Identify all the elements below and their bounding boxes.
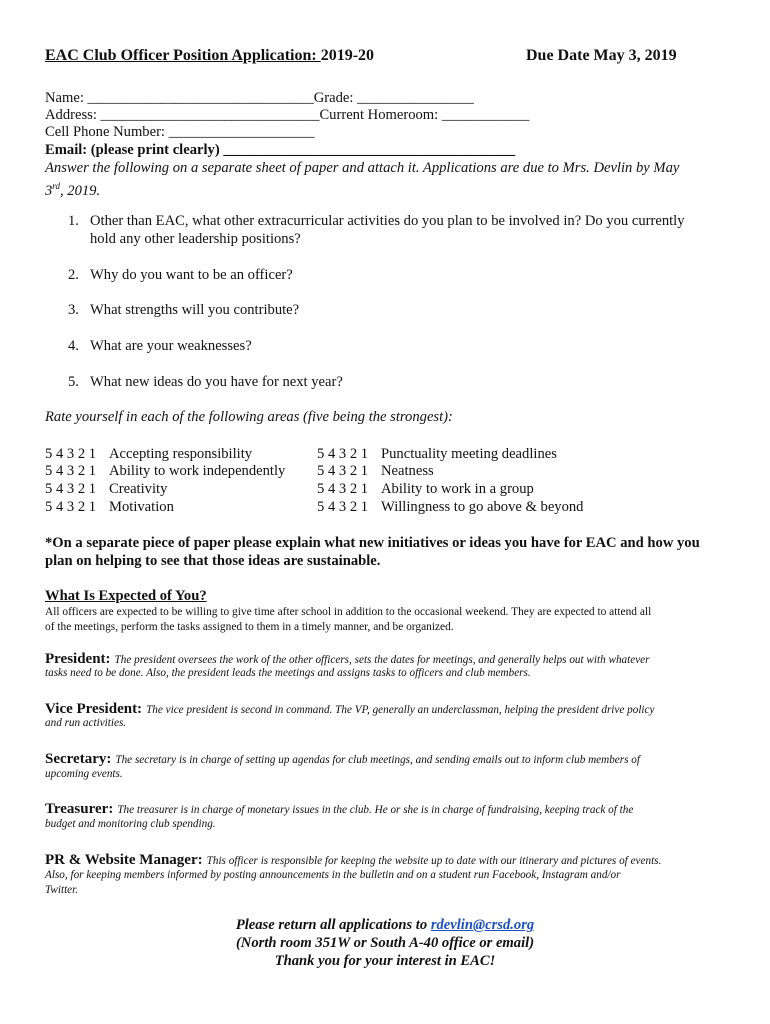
instruction-date	[45, 177, 100, 200]
rating-label: Creativity	[109, 481, 168, 497]
rating-scale[interactable]: 5 4 3 2 1	[317, 446, 369, 462]
question-1	[68, 212, 685, 230]
role-name: Treasurer:	[45, 801, 114, 817]
due-date: Due Date May 3, 2019	[526, 47, 677, 64]
question-5	[68, 373, 343, 391]
thank-you: Thank you for your interest in EAC!	[274, 953, 496, 969]
role-pr-website-manager-cont-2: Twitter.	[45, 884, 79, 896]
question-text: What new ideas do you have for next year?	[90, 374, 343, 390]
question-text: What are your weaknesses?	[90, 338, 252, 354]
role-president	[45, 650, 650, 668]
role-description: The vice president is second in command. The VP, generally an underclassman, helping the president drive policy	[146, 704, 655, 716]
rating-row-right-3	[317, 480, 534, 498]
role-pr-website-manager-cont: Also, for keeping members informed by posting announcements in the bulletin and on a student run Facebook, Instagram and/or	[45, 869, 621, 881]
role-name: Vice President:	[45, 701, 143, 717]
rating-scale[interactable]: 5 4 3 2 1	[45, 463, 97, 479]
initiatives-line-2: plan on helping to see that those ideas are sustainable.	[45, 553, 381, 569]
rating-label: Motivation	[109, 499, 174, 515]
role-description: The secretary is in charge of setting up agendas for club meetings, and sending emails out to inform club members of	[115, 754, 640, 766]
question-number: 5.	[68, 374, 79, 390]
role-treasurer	[45, 800, 633, 818]
rating-scale[interactable]: 5 4 3 2 1	[45, 481, 97, 497]
instruction-sup: rd	[52, 181, 60, 191]
rating-label: Punctuality meeting deadlines	[381, 446, 557, 462]
title-year: 2019-20	[320, 47, 375, 64]
rating-row-right-1	[317, 445, 557, 463]
role-pr-website-manager	[45, 851, 661, 869]
rating-scale[interactable]: 5 4 3 2 1	[45, 499, 97, 515]
rating-scale[interactable]: 5 4 3 2 1	[317, 463, 369, 479]
question-number: 2.	[68, 267, 79, 283]
expected-heading: What Is Expected of You?	[45, 588, 207, 604]
role-president-cont: tasks need to be done. Also, the president leads the meetings and assigns tasks to officers and club members.	[45, 667, 531, 679]
rating-scale[interactable]: 5 4 3 2 1	[317, 481, 369, 497]
instruction-day: 3	[45, 182, 53, 199]
rating-label: Willingness to go above & beyond	[381, 499, 584, 515]
name-grade-field[interactable]: Name: _______________________________Grade: ________________	[45, 90, 474, 106]
email-field[interactable]: Email: (please print clearly) ________________________________________	[45, 142, 516, 158]
role-name: President:	[45, 651, 111, 667]
office-location: (North room 351W or South A-40 office or email)	[235, 935, 535, 951]
question-text: What strengths will you contribute?	[90, 302, 300, 318]
role-treasurer-cont: budget and monitoring club spending.	[45, 818, 216, 830]
role-description: The president oversees the work of the other officers, sets the dates for meetings, and generally helps out with whatever	[114, 654, 650, 666]
rating-prompt: Rate yourself in each of the following areas (five being the strongest):	[45, 409, 453, 425]
initiatives-line-1: *On a separate piece of paper please explain what new initiatives or ideas you have for EAC and how you	[45, 535, 700, 551]
instruction-year: , 2019.	[59, 182, 101, 199]
rating-label: Accepting responsibility	[109, 446, 253, 462]
rating-row-left-4	[45, 498, 174, 516]
role-secretary-cont: upcoming events.	[45, 768, 123, 780]
rating-row-left-3	[45, 480, 167, 498]
question-number: 4.	[68, 338, 79, 354]
question-2	[68, 266, 293, 284]
cell-phone-field[interactable]: Cell Phone Number: ____________________	[45, 124, 315, 140]
rating-scale[interactable]: 5 4 3 2 1	[45, 446, 97, 462]
rating-row-right-4	[317, 498, 583, 516]
rating-label: Ability to work in a group	[381, 481, 534, 497]
role-vice-president-cont: and run activities.	[45, 717, 127, 729]
rating-label: Ability to work independently	[109, 463, 286, 479]
address-homeroom-field[interactable]: Address: ______________________________Current Homeroom: ____________	[45, 107, 530, 123]
email-link[interactable]: rdevlin@crsd.org	[430, 917, 535, 933]
rating-row-left-1	[45, 445, 252, 463]
question-3	[68, 301, 299, 319]
question-1-cont: hold any other leadership positions?	[90, 231, 301, 247]
expected-line-1: All officers are expected to be willing to give time after school in addition to the occasional weekend. They are expected to attend all	[45, 606, 652, 618]
role-name: Secretary:	[45, 751, 112, 767]
question-number: 3.	[68, 302, 79, 318]
role-vice-president	[45, 700, 654, 718]
role-secretary	[45, 750, 640, 768]
rating-label: Neatness	[381, 463, 434, 479]
question-number: 1.	[68, 213, 79, 229]
role-description: This officer is responsible for keeping the website up to date with our itinerary and pictures of events.	[206, 855, 662, 867]
rating-row-left-2	[45, 462, 285, 480]
question-text: Other than EAC, what other extracurricular activities do you plan to be involved in? Do you currently	[90, 213, 685, 229]
question-4	[68, 337, 252, 355]
role-description: The treasurer is in charge of monetary issues in the club. He or she is in charge of fundraising, keeping track of the	[117, 804, 634, 816]
rating-scale[interactable]: 5 4 3 2 1	[317, 499, 369, 515]
instruction-text: Answer the following on a separate sheet of paper and attach it. Applications are due to Mrs. Devlin by May	[45, 160, 680, 176]
rating-row-right-2	[317, 462, 434, 480]
title-text: EAC Club Officer Position Application:	[45, 47, 321, 64]
question-text: Why do you want to be an officer?	[90, 267, 293, 283]
return-text: Please return all applications to	[235, 917, 431, 933]
role-name: PR & Website Manager:	[45, 852, 203, 868]
form-title	[45, 47, 374, 65]
return-instruction	[0, 916, 770, 934]
expected-line-2: of the meetings, perform the tasks assigned to them in a timely manner, and be organized.	[45, 621, 454, 633]
